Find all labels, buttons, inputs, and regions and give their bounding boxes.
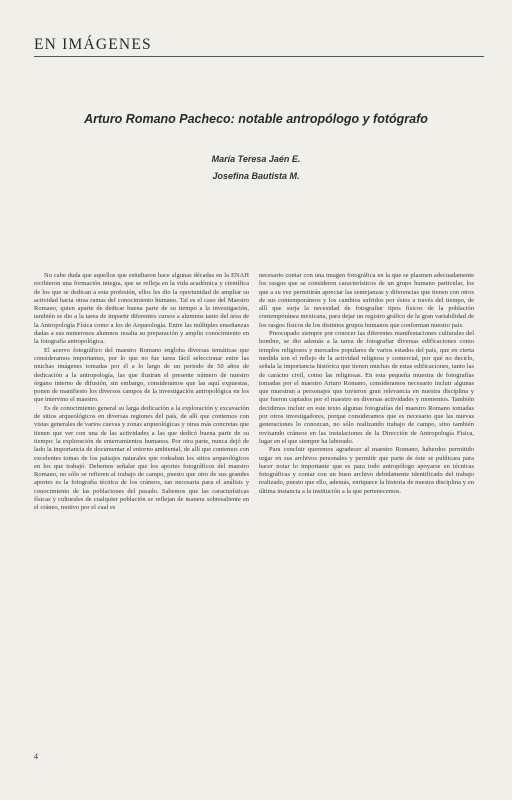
article-title: Arturo Romano Pacheco: notable antropólogo y fotógrafo [84, 112, 428, 126]
authors [0, 151, 512, 185]
header-rule [34, 56, 484, 57]
author-2: Josefina Bautista M. [212, 171, 300, 181]
paragraph: Es de conocimiento general su larga dedicación a la exploración y excavación de sitios arqueológicos en diversas regiones del país, de allí que contemos con vistas generales de varios cuevas y zonas arqueológicas y otras más concretas que tienen que ver con una de las actividades a las que dedicó buena parte de su tiempo: la exploración de enterramientos humanos. Por otra parte, nunca dejó de lado la importancia de documentar el entorno ambiental, de allí que contemos con excelentes tomas de los paisajes naturales que rodeaban los sitios arqueológicos en los que trabajó. Debemos señalar que los aportes fotográficos del maestro Romano, no sólo se refieren al trabajo de campo, puesto que otro de sus grandes aportes es la fotografía técnica de los cráneos, tan necesaria para el análisis y conocimiento de las poblaciones del pasado. Sabemos que las características físicas y culturales de cualquier población se reflejan de manera sobresaliente en el cráneo, motivo por el cual es [34, 404, 249, 512]
paragraph: El acervo fotográfico del maestro Romano engloba diversas temáticas que consideramos importantes, por lo que no fue tarea fácil seleccionar entre las muchas imágenes tomadas por él a lo largo de un periodo de 50 años de dedicación a la antropología, las que ilustran el presente número de nuestro órgano interno de difusión, sin embargo, consideramos que las aquí expuestas, ponen de manifiesto los diversos campos de la investigación antropológica en los que intervino el maestro. [34, 346, 249, 404]
paragraph: Para concluir queremos agradecer al maestro Romano, haberdos permitido urgar en sus archivos personales y permitir que parte de éste se publicara para hacer notar lo importante que es para todo antropólogo apoyarse en técnicas fotográficas y contar con un buen archivo debidamente identificado del trabajo realizado, puesto que ello, además, enriquece la historia de nuestra disciplina y en última instancia a la institución a la que pertenecemos. [259, 446, 474, 495]
page-number: 4 [34, 752, 38, 761]
author-1: María Teresa Jaén E. [211, 154, 301, 164]
paragraph: necesario contar con una imagen fotográfica en la que se plasmen adecuadamente los rasgos que se consideren característicos de un grupo humano particular, los que a su vez permitirán apreciar las semejanzas y diferencias que tienen con otros de sus contemporáneos y los cambios sufridos por éstos a través del tiempo, de allí que surja la necesidad de fotografiar tipos físicos de la población contemporánea mexicana, para dejar un registro gráfico de la gran variabilidad de los rasgos físicos de los distintos grupos humanos que conforman nuestro país. [259, 272, 474, 329]
right-column [259, 272, 474, 496]
paragraph: Preocupado siempre por conocer las diferentes manifestaciones culturales del hombre, se dio además a la tarea de fotografiar diversas edificaciones como templos religiosos y mercados populares de varios estados del país, que en cierta medida son el reflejo de la actividad religiosa y comercial, por qué no decirlo, señala la importancia histórica que tienen muchas de estas edificaciones, tanto las de carácter civil, como las religiosas. En esta pequeña muestra de fotografías tomadas por el maestro Arturo Romano, consideramos necesario incluir algunas que muestran a personajes que tuvieron gran relevancia en nuestra disciplina y que fueron captados por el maestro en diversas actividades y momentos. También decidimos incluir en este texto algunas fotografías del maestro Romano tomadas por otros investigadores, porque consideramos que es necesario que las nuevas generaciones lo conozcan, no sólo realizando trabajo de campo, sino también revisando cráneos en las instalaciones de la Dirección de Antropología Física, lugar en el que siempre ha laborado. [259, 330, 474, 445]
paragraph: No cabe duda que aquellos que estudiaron hace algunas décadas en la ENAH recibieron una formación integra, que se refleja en la vida académica y científica de los que se dedican a esta profesión, ellos les dio la oportunidad de ampliar su actividad hacia otras ramas del conocimiento humano. Tal es el caso del Maestro Romano, quien aparte de dedicar buena parte de su tiempo a la investigación, también se dio a la tarea de impartir diferentes cursos a alumnos tanto del área de la Antropología Física como a los de Arqueología. Entre las múltiples enseñanzas dadas a sus numerosos alumnos resalta su preparación y amplio conocimiento en la fotografía antropológica. [34, 272, 249, 346]
left-column [34, 272, 249, 513]
section-header: EN IMÁGENES [34, 36, 152, 53]
